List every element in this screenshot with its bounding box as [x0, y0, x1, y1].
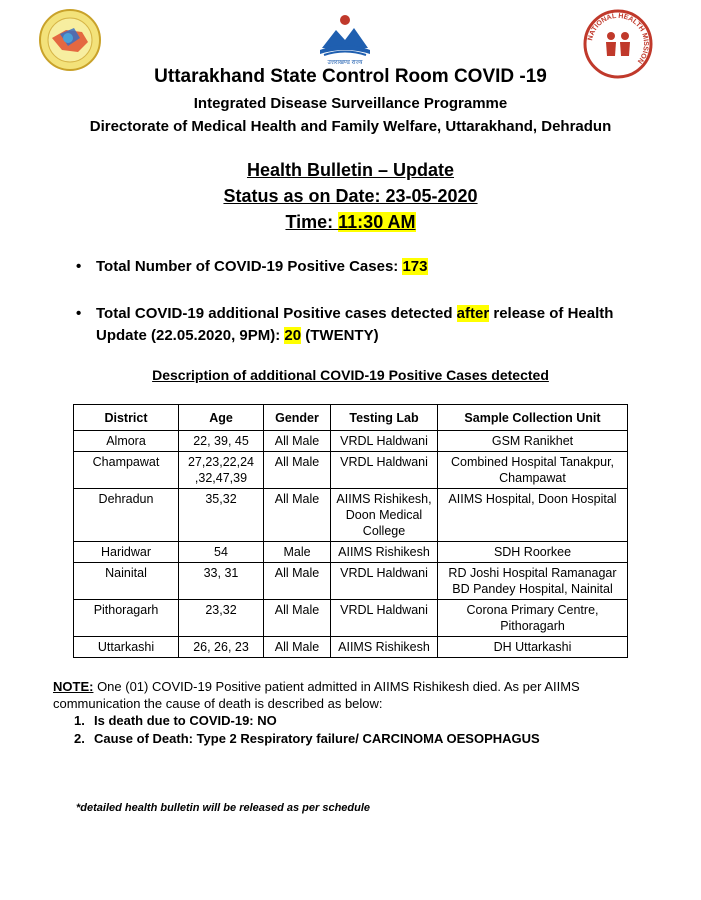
table-caption: Description of additional COVID-19 Positive Cases detected — [152, 367, 549, 383]
cell-district: Dehradun — [74, 489, 179, 542]
cell-district: Champawat — [74, 452, 179, 489]
column-header-testing-lab: Testing Lab — [331, 405, 438, 431]
column-header-district: District — [74, 405, 179, 431]
cell-age: 26, 26, 23 — [179, 637, 264, 658]
programme-subtitle: Integrated Disease Surveillance Programme — [193, 95, 508, 112]
table-header-row — [74, 405, 628, 431]
cell-gender: All Male — [264, 600, 331, 637]
note-label: NOTE: — [53, 679, 94, 694]
note-paragraph — [53, 678, 658, 712]
cell-age: 22, 39, 45 — [179, 431, 264, 452]
additional-cases-text-post: (TWENTY) — [301, 327, 379, 344]
cell-sample-unit: GSM Ranikhet — [438, 431, 628, 452]
footer-note: *detailed health bulletin will be released as per schedule — [76, 802, 371, 814]
nhm-ring-text: NATIONAL HEALTH MISSION — [587, 12, 650, 65]
cell-age: 35,32 — [179, 489, 264, 542]
note-item-number: 1. — [74, 713, 85, 728]
cell-age: 33, 31 — [179, 563, 264, 600]
cell-age: 23,32 — [179, 600, 264, 637]
cell-district: Uttarkashi — [74, 637, 179, 658]
note-item-text: Is death due to COVID-19: NO — [94, 713, 277, 728]
cases-table — [73, 404, 628, 658]
note-item — [74, 712, 634, 729]
document-title: Uttarakhand State Control Room COVID -19 — [154, 66, 547, 87]
cell-sample-unit: Corona Primary Centre, Pithoragarh — [438, 600, 628, 637]
bulletin-heading: Health Bulletin – Update — [246, 160, 455, 180]
time-label: Time: — [285, 212, 339, 232]
bullet-dot: • — [76, 305, 82, 322]
idsp-logo — [38, 8, 102, 72]
cell-testing-lab: AIIMS Rishikesh, Doon Medical College — [331, 489, 438, 542]
cell-testing-lab: VRDL Haldwani — [331, 563, 438, 600]
cell-testing-lab: VRDL Haldwani — [331, 452, 438, 489]
cell-district: Haridwar — [74, 542, 179, 563]
table-row — [74, 563, 628, 600]
cell-sample-unit: RD Joshi Hospital Ramanagar BD Pandey Hospital, Nainital — [438, 563, 628, 600]
additional-cases-text-pre: Total COVID-19 additional Positive cases detected — [96, 305, 457, 322]
additional-cases-after: after — [456, 305, 490, 322]
total-cases-label: Total Number of COVID-19 Positive Cases: — [96, 258, 403, 275]
cell-sample-unit: DH Uttarkashi — [438, 637, 628, 658]
cell-gender: All Male — [264, 431, 331, 452]
emblem-caption: उत्तराखण्ड राज्य — [327, 60, 363, 66]
cell-district: Nainital — [74, 563, 179, 600]
cell-district: Almora — [74, 431, 179, 452]
cell-testing-lab: VRDL Haldwani — [331, 600, 438, 637]
table-row — [74, 452, 628, 489]
cell-testing-lab: AIIMS Rishikesh — [331, 637, 438, 658]
column-header-age: Age — [179, 405, 264, 431]
cell-age: 54 — [179, 542, 264, 563]
uttarakhand-emblem-logo — [316, 8, 374, 66]
cell-gender: All Male — [264, 452, 331, 489]
status-date: Status as on Date: 23-05-2020 — [223, 186, 478, 206]
bullet-dot: • — [76, 258, 82, 275]
cell-sample-unit: SDH Roorkee — [438, 542, 628, 563]
note-item-text: Cause of Death: Type 2 Respiratory failure/ CARCINOMA OESOPHAGUS — [94, 731, 540, 746]
table-row — [74, 600, 628, 637]
cell-gender: All Male — [264, 489, 331, 542]
column-header-gender: Gender — [264, 405, 331, 431]
total-cases-value: 173 — [402, 258, 428, 275]
bulletin-time — [0, 212, 701, 233]
table-row — [74, 489, 628, 542]
table-row — [74, 542, 628, 563]
additional-cases-text-mid: release of Health Update (22.05.2020, 9PM): — [96, 305, 614, 344]
table-row — [74, 637, 628, 658]
additional-cases-value: 20 — [284, 327, 302, 344]
note-item — [74, 730, 634, 747]
cell-sample-unit: Combined Hospital Tanakpur, Champawat — [438, 452, 628, 489]
cell-district: Pithoragarh — [74, 600, 179, 637]
cell-gender: All Male — [264, 563, 331, 600]
cell-testing-lab: VRDL Haldwani — [331, 431, 438, 452]
note-item-number: 2. — [74, 731, 85, 746]
note-text: One (01) COVID-19 Positive patient admitted in AIIMS Rishikesh died. As per AIIMS communication the cause of death is described as below: — [53, 679, 580, 711]
cell-gender: Male — [264, 542, 331, 563]
table-row — [74, 431, 628, 452]
time-value: 11:30 AM — [338, 212, 416, 232]
cell-sample-unit: AIIMS Hospital, Doon Hospital — [438, 489, 628, 542]
directorate-subtitle: Directorate of Medical Health and Family Welfare, Uttarakhand, Dehradun — [89, 118, 612, 135]
cell-testing-lab: AIIMS Rishikesh — [331, 542, 438, 563]
cell-gender: All Male — [264, 637, 331, 658]
column-header-sample-collection-unit: Sample Collection Unit — [438, 405, 628, 431]
cell-age: 27,23,22,24 ,32,47,39 — [179, 452, 264, 489]
